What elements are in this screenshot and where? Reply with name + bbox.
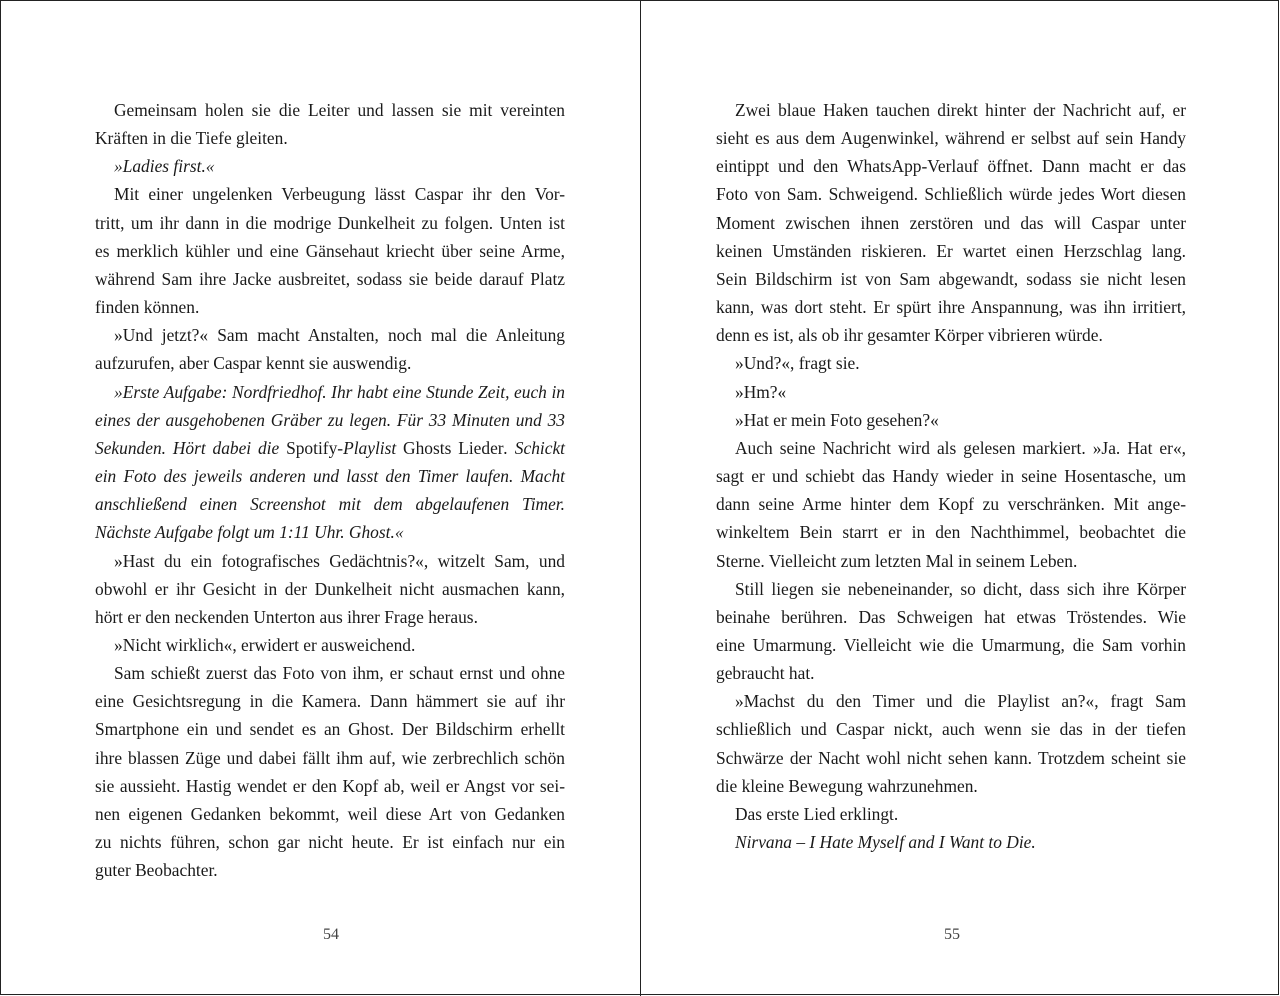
- text-line: eine Umarmung. Vielleicht wie die Umarmung, die Sam vorhin: [716, 634, 1186, 655]
- text-line: finden können.: [95, 297, 200, 318]
- text-line: »Hast du ein fotografisches Gedächtnis?«, witzelt Sam, und: [114, 550, 565, 571]
- text-line: schließlich und Caspar nickt, auch wenn sie das in der tiefen: [716, 719, 1186, 740]
- left-page-text: [95, 96, 565, 884]
- text-line: Das erste Lied erklingt.: [735, 803, 899, 824]
- page-number-right: 55: [944, 926, 960, 943]
- text-line: anschließend einen Screenshot mit dem abgelaufenen Timer.: [95, 494, 565, 515]
- text-line: eintippt und den WhatsApp-Verlauf öffnet. Dann macht er das: [716, 156, 1186, 177]
- text-line: Sekunden. Hört dabei die Spotify-Playlist Ghosts Lieder. Schickt: [95, 437, 565, 458]
- text-line: zu nichts führen, schon gar nicht heute. Er ist einfach nur ein: [95, 832, 565, 853]
- text-line: Kräften in die Tiefe gleiten.: [95, 128, 288, 149]
- text-line: Sterne. Vielleicht zum letzten Mal in seinem Leben.: [716, 550, 1078, 571]
- text-line: Sein Bildschirm ist von Sam abgewandt, sodass sie nicht lesen: [716, 268, 1186, 289]
- text-line: gebraucht hat.: [716, 663, 815, 684]
- text-line: hört er den neckenden Unterton aus ihrer Frage heraus.: [95, 606, 478, 627]
- text-line: während Sam ihre Jacke ausbreitet, sodass sie beide darauf Platz: [95, 268, 565, 289]
- text-line: die kleine Bewegung wahrzunehmen.: [716, 775, 978, 796]
- text-line: eines der ausgehobenen Gräber zu legen. Für 33 Minuten und 33: [95, 409, 565, 430]
- text-line: tritt, um ihr dann in die modrige Dunkelheit zu folgen. Unten ist: [95, 212, 565, 233]
- text-line: winkeltem Bein starrt er in den Nachthimmel, beobachtet die: [716, 522, 1186, 543]
- text-line: »Hat er mein Foto gesehen?«: [735, 409, 939, 430]
- text-line: Foto von Sam. Schweigend. Schließlich würde jedes Wort diesen: [716, 184, 1186, 205]
- text-line: »Ladies first.«: [114, 156, 215, 177]
- text-line: dann seine Arme hinter dem Kopf zu verschränken. Mit ange-: [716, 494, 1186, 515]
- text-line: Smartphone ein und sendet es an Ghost. Der Bildschirm erhellt: [95, 719, 565, 740]
- page-number-left: 54: [323, 926, 339, 943]
- text-line: »Und jetzt?« Sam macht Anstalten, noch mal die Anleitung: [114, 325, 565, 346]
- text-line: es merklich kühler und eine Gänsehaut kriecht über seine Arme,: [95, 240, 565, 261]
- text-line: kann, was dort steht. Er spürt ihre Anspannung, was ihn irritiert,: [716, 297, 1186, 318]
- text-line: Nirvana – I Hate Myself and I Want to Die.: [735, 832, 1036, 853]
- text-line: guter Beobachter.: [95, 860, 218, 881]
- text-line: »Machst du den Timer und die Playlist an?«, fragt Sam: [735, 691, 1186, 712]
- text-line: Gemeinsam holen sie die Leiter und lassen sie mit vereinten: [114, 100, 565, 120]
- text-line: denn es ist, als ob ihr gesamter Körper vibrieren würde.: [716, 325, 1103, 346]
- text-line: sagt er und schiebt das Handy wieder in seine Hosentasche, um: [716, 466, 1186, 487]
- text-line: ihre blassen Züge und dabei fällt ihm auf, wie zerbrechlich schön: [95, 747, 565, 768]
- text-line: aufzurufen, aber Caspar kennt sie auswendig.: [95, 353, 412, 374]
- text-line: Zwei blaue Haken tauchen direkt hinter der Nachricht auf, er: [735, 100, 1186, 120]
- text-line: beinahe berühren. Das Schweigen hat etwas Tröstendes. Wie: [716, 606, 1186, 627]
- right-page-text: [716, 96, 1186, 856]
- text-line: Mit einer ungelenken Verbeugung lässt Caspar ihr den Vor-: [114, 184, 565, 205]
- text-line: »Hm?«: [735, 381, 787, 402]
- text-line: eine Gesichtsregung in die Kamera. Dann hämmert sie auf ihr: [95, 691, 565, 712]
- text-line: Schwärze der Nacht wohl nicht sehen kann. Trotzdem scheint sie: [716, 747, 1186, 768]
- text-line: Nächste Aufgabe folgt um 1:11 Uhr. Ghost.«: [95, 522, 404, 543]
- text-line: obwohl er ihr Gesicht in der Dunkelheit nicht ausmachen kann,: [95, 578, 565, 599]
- text-line: Auch seine Nachricht wird als gelesen markiert. »Ja. Hat er«,: [735, 437, 1186, 458]
- text-line: »Und?«, fragt sie.: [735, 353, 860, 374]
- text-line: nen eigenen Gedanken bekommt, weil diese Art von Gedanken: [95, 803, 565, 824]
- text-line: sie aussieht. Hastig wendet er den Kopf ab, weil er Angst vor sei-: [95, 775, 565, 796]
- page-gutter: [640, 0, 641, 996]
- text-line: »Nicht wirklich«, erwidert er ausweichend.: [114, 634, 416, 655]
- text-line: sieht es aus dem Augenwinkel, während er selbst auf sein Handy: [716, 128, 1186, 149]
- text-line: Still liegen sie nebeneinander, so dicht, dass sich ihre Körper: [735, 578, 1186, 599]
- text-line: Sam schießt zuerst das Foto von ihm, er schaut ernst und ohne: [114, 663, 565, 684]
- text-line: ein Foto des jeweils anderen und lasst den Timer laufen. Macht: [95, 466, 565, 487]
- text-line: keinen Umständen riskieren. Er wartet einen Herzschlag lang.: [716, 240, 1186, 261]
- text-line: »Erste Aufgabe: Nordfriedhof. Ihr habt eine Stunde Zeit, euch in: [114, 381, 565, 402]
- text-line: Moment zwischen ihnen zerstören und das will Caspar unter: [716, 212, 1186, 233]
